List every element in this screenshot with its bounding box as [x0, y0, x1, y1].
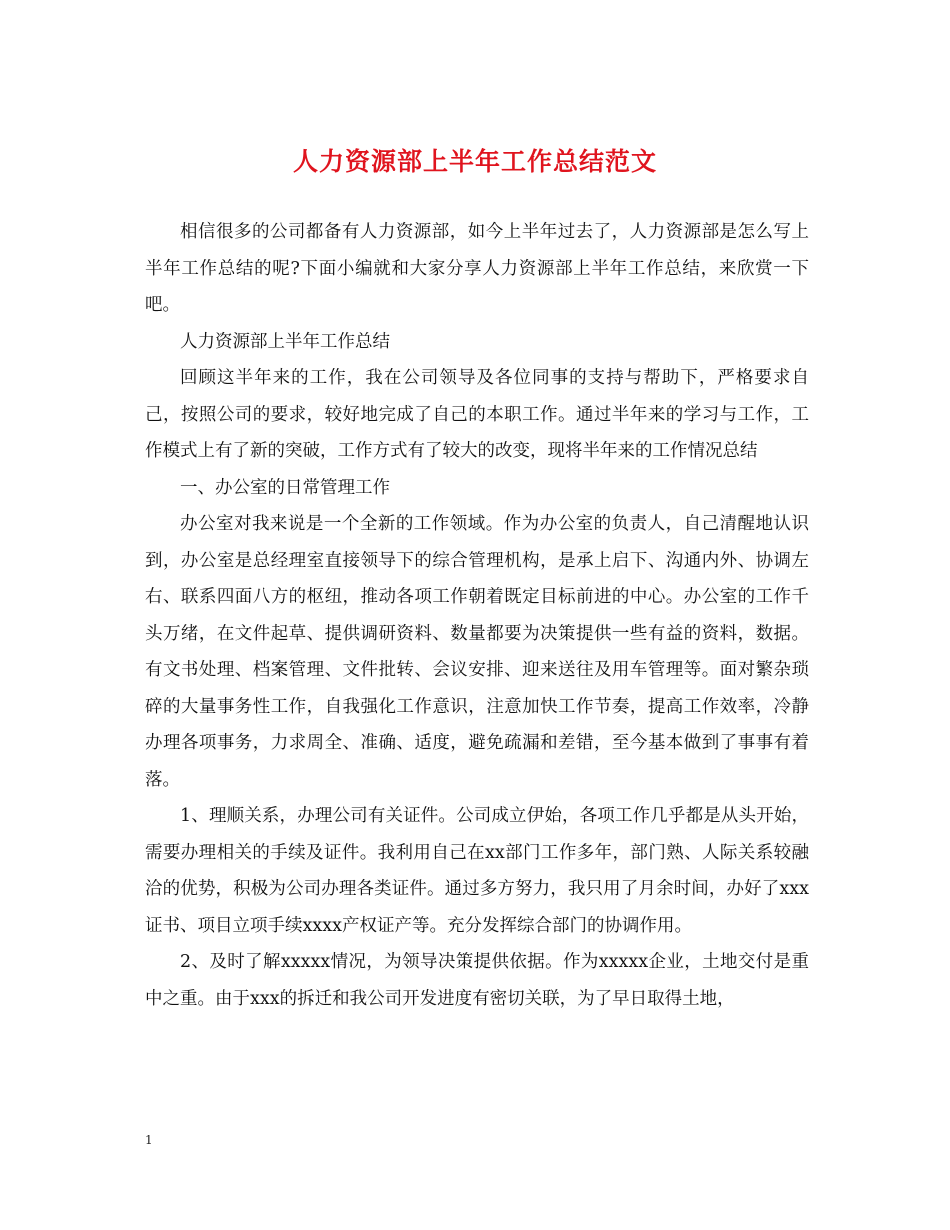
paragraph-intro: 相信很多的公司都备有人力资源部，如今上半年过去了，人力资源部是怎么写上半年工作总结的呢?下面小编就和大家分享人力资源部上半年工作总结，来欣赏一下吧。 [145, 222, 809, 315]
section-heading-office: 一、办公室的日常管理工作 [180, 477, 390, 498]
paragraph-office: 办公室对我来说是一个全新的工作领域。作为办公室的负责人，自己清醒地认识到，办公室是总经理室直接领导下的综合管理机构，是承上启下、沟通内外、协调左右、联系四面八方的枢纽，推动各项工作朝着既定目标前进的中心。办公室的工作千头万绪，在文件起草、提供调研资料、数量都要为决策提供一些有益的资料，数据。有文书处理、档案管理、文件批转、会议安排、迎来送往及用车管理等。面对繁杂琐碎的大量事务性工作，自我强化工作意识，注意加快工作节奏，提高工作效率，冷静办理各项事务，力求周全、准确、适度，避免疏漏和差错，至今基本做到了事事有着落。 [145, 514, 809, 790]
paragraph-item-1: 1、理顺关系，办理公司有关证件。公司成立伊始，各项工作几乎都是从头开始，需要办理相关的手续及证件。我利用自己在xx部门工作多年，部门熟、人际关系较融洽的优势，积极为公司办理各类证件。通过多方努力，我只用了月余时间，办好了xxx证书、项目立项手续xxxx产权证产等。充分发挥综合部门的协调作用。 [145, 806, 809, 936]
page-number: 1 [145, 1133, 153, 1147]
document-body [145, 214, 809, 1017]
paragraph-item-2: 2、及时了解xxxxx情况，为领导决策提供依据。作为xxxxx企业，土地交付是重中之重。由于xxx的拆迁和我公司开发进度有密切关联，为了早日取得土地， [145, 952, 809, 1009]
document-title: 人力资源部上半年工作总结范文 [292, 147, 657, 176]
paragraph-review: 回顾这半年来的工作，我在公司领导及各位同事的支持与帮助下，严格要求自己，按照公司的要求，较好地完成了自己的本职工作。通过半年来的学习与工作，工作模式上有了新的突破，工作方式有了较大的改变，现将半年来的工作情况总结 [145, 368, 809, 461]
paragraph-heading: 人力资源部上半年工作总结 [180, 331, 390, 352]
